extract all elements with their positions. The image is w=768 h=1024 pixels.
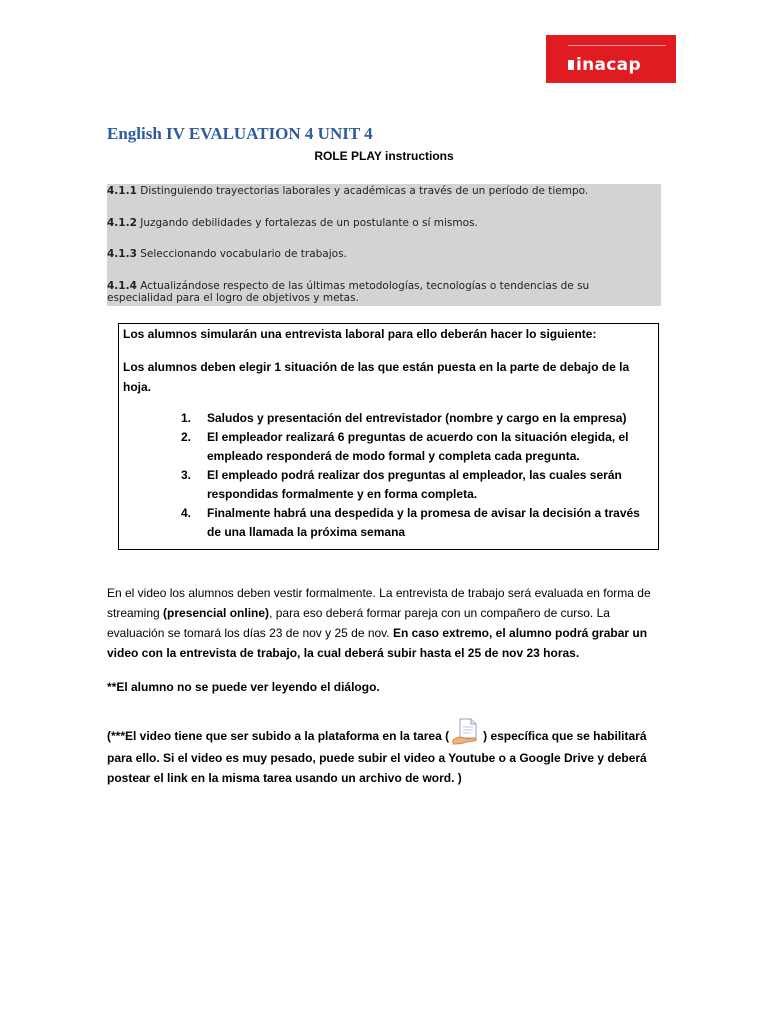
objective-code: 4.1.3 (107, 248, 137, 260)
paragraph-bold: (***El video tiene que ser subido a la plataforma en la tarea ( (107, 729, 450, 743)
list-item (181, 504, 656, 542)
step-number: 2. (181, 430, 192, 444)
objective-item (107, 248, 657, 260)
objectives-block (107, 184, 661, 306)
logo-text: inacap (576, 55, 641, 75)
step-text: Saludos y presentación del entrevistador (nombre y cargo en la empresa) (207, 411, 627, 425)
step-number: 4. (181, 506, 192, 520)
list-item (181, 409, 656, 428)
step-text: El empleado podrá realizar dos preguntas al empleador, las cuales serán respondidas formalmente y en forma completa. (207, 468, 622, 501)
paragraph-bold: (presencial online) (163, 606, 270, 620)
objective-code: 4.1.4 (107, 280, 137, 292)
paragraph-streaming (107, 583, 663, 663)
objective-code: 4.1.2 (107, 217, 137, 229)
logo-rule (568, 45, 666, 46)
assignment-icon[interactable] (450, 716, 482, 748)
step-number: 1. (181, 411, 192, 425)
objective-item (107, 217, 657, 229)
paragraph-bold: ) específica que se habilitará para ello. Si el video es muy pesado, puede subir el video a Youtube o a Google Drive y deberá postear el link en la misma tarea usando un archivo de word. ) (107, 729, 647, 785)
logo-mark-icon (568, 60, 574, 70)
paragraph-note (107, 677, 663, 697)
objective-text: Seleccionando vocabulario de trabajos. (136, 248, 347, 260)
steps-list (181, 409, 656, 542)
step-text: El empleador realizará 6 preguntas de acuerdo con la situación elegida, el empleado responderá de modo formal y completa cada pregunta. (207, 430, 629, 463)
document-subtitle: ROLE PLAY instructions (314, 149, 454, 163)
step-number: 3. (181, 468, 192, 482)
step-text: Finalmente habrá una despedida y la promesa de avisar la decisión a través de una llamada la próxima semana (207, 506, 640, 539)
objective-text: Juzgando debilidades y fortalezas de un postulante o sí mismos. (136, 217, 478, 229)
paragraph-text: En el video los alumnos deben vestir formalmente. La entrevista de trabajo será evaluada en forma de streaming (107, 586, 651, 620)
inacap-logo (546, 35, 676, 83)
objective-text: Distinguiendo trayectorias laborales y académicas a través de un período de tiempo. (136, 185, 589, 197)
instructions-choose: Los alumnos deben elegir 1 situación de las que están puesta en la parte de debajo de la hoja. (123, 360, 630, 394)
paragraph-upload (107, 716, 663, 788)
objective-text: Actualizándose respecto de las últimas metodologías, tecnologías o tendencias de su especialidad para el logro de objetivos y metas. (107, 280, 590, 304)
objective-item (107, 280, 657, 304)
paragraph-bold: En caso extremo, el alumno podrá grabar un video con la entrevista de trabajo, la cual deberá subir hasta el 25 de nov 23 horas. (107, 626, 648, 660)
instructions-intro: Los alumnos simularán una entrevista laboral para ello deberán hacer lo siguiente: (123, 327, 597, 341)
objective-code: 4.1.1 (107, 185, 137, 197)
paragraph-bold: **El alumno no se puede ver leyendo el diálogo. (107, 680, 380, 694)
list-item (181, 428, 656, 466)
paragraph-text: , para eso deberá formar pareja con un compañero de curso. La evaluación se tomará los días 23 de nov y 25 de nov. (107, 606, 610, 640)
document-title: English IV EVALUATION 4 UNIT 4 (107, 124, 373, 143)
objective-item (107, 185, 657, 197)
list-item (181, 466, 656, 504)
instructions-box (118, 323, 659, 550)
